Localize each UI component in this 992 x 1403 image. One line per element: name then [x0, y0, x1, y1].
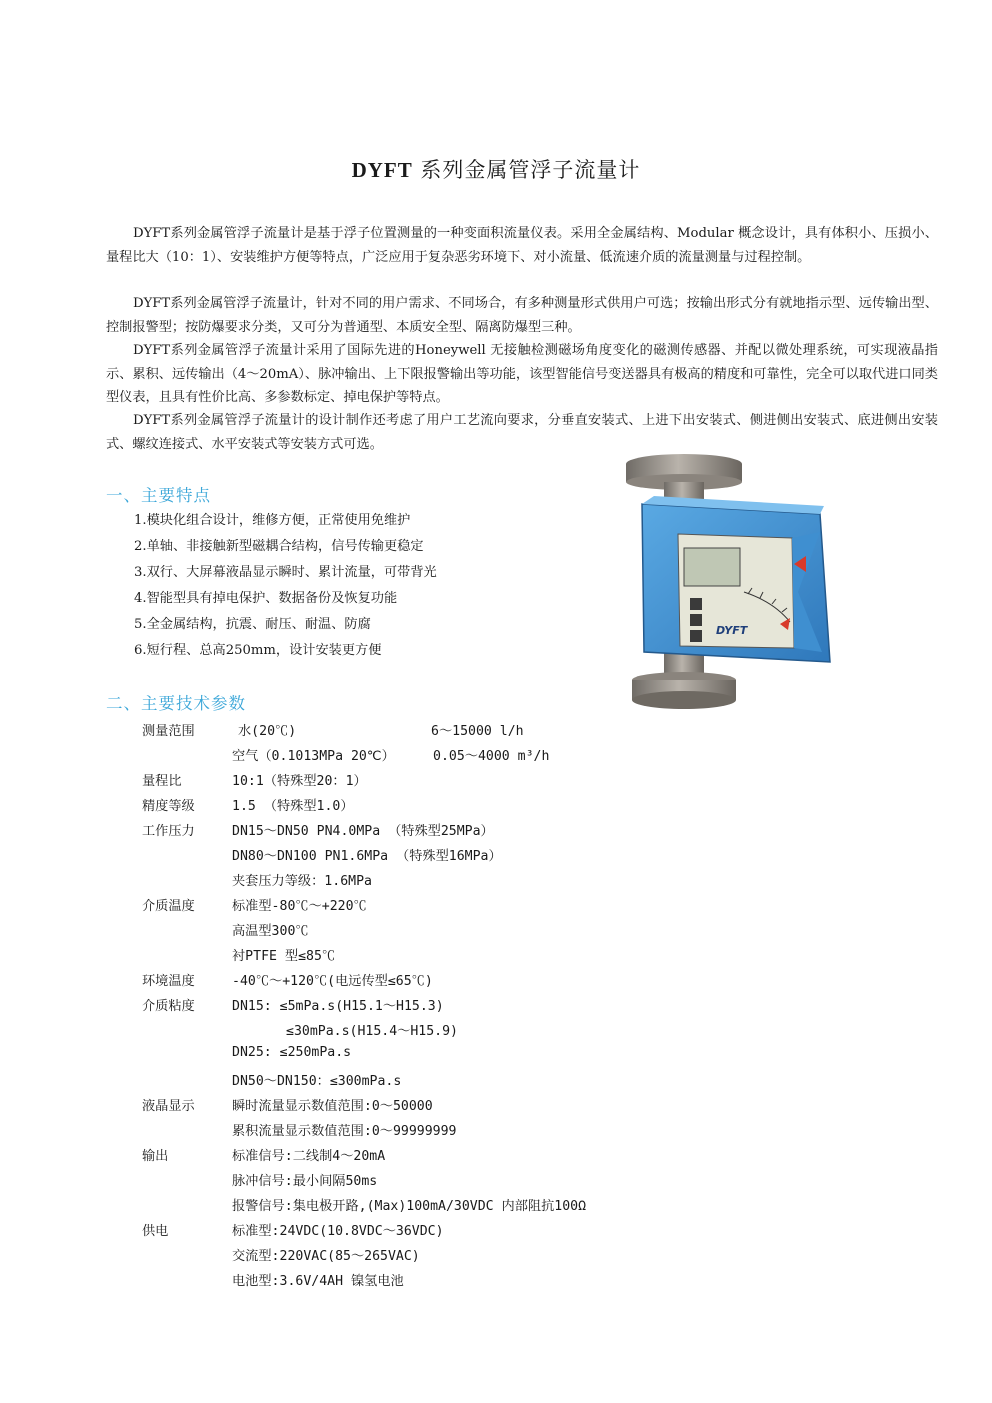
param-label-output: 输出 — [142, 1149, 169, 1164]
param-ratio: 10:1（特殊型20：1） — [232, 774, 367, 789]
section-params-title: 二、主要技术参数 — [106, 694, 246, 713]
param-env-temp: -40℃～+120℃(电远传型≤65℃) — [232, 974, 433, 989]
feature-item: 2.单轴、非接触新型磁耦合结构，信号传输更稳定 — [134, 539, 424, 554]
feature-item: 1.模块化组合设计，维修方便，正常使用免维护 — [134, 513, 411, 528]
param-label-pressure: 工作压力 — [142, 824, 195, 839]
param-viscosity-2: ≤30mPa.s(H15.4～H15.9) — [286, 1024, 458, 1039]
paragraph-intro: DYFT系列金属管浮子流量计是基于浮子位置测量的一种变面积流量仪表。采用全金属结构、Modular 概念设计，具有体积小、压损小、量程比大（10：1）、安装维护方便等特点，广泛应用于复杂恶劣环境下、对小流量、低流速介质的流量测量与过程控制。 — [106, 226, 938, 265]
param-pressure-3: 夹套压力等级：1.6MPa — [232, 874, 372, 889]
feature-item: 5.全金属结构，抗震、耐压、耐温、防腐 — [134, 617, 371, 632]
feature-item: 4.智能型具有掉电保护、数据备份及恢复功能 — [134, 591, 398, 606]
paragraph-install: DYFT系列金属管浮子流量计的设计制作还考虑了用户工艺流向要求，分垂直安装式、上进下出安装式、侧进侧出安装式、底进侧出安装式、螺纹连接式、水平安装式等安装方式可选。 — [106, 413, 938, 452]
section-features-title: 一、主要特点 — [106, 486, 211, 505]
title-prefix: DYFT — [351, 158, 413, 182]
title-rest: 系列金属管浮子流量计 — [420, 158, 641, 182]
param-power-2: 交流型:220VAC(85～265VAC) — [232, 1249, 420, 1264]
flowmeter-photo — [624, 452, 834, 717]
paragraph-sensor: DYFT系列金属管浮子流量计采用了国际先进的Honeywell 无接触检测磁场角度变化的磁测传感器、并配以微处理系统，可实现液晶指示、累积、远传输出（4～20mA）、脉冲输出、上下限报警输出等功能，该型智能信号变送器具有极高的精度和可靠性，完全可以取代进口同类型仪表，且具有性价比高、多参数标定、掉电保护等特点。 — [106, 343, 938, 405]
param-air: 空气（0.1013MPa 20℃） — [232, 749, 395, 764]
param-output-2: 脉冲信号:最小间隔50ms — [232, 1174, 378, 1189]
param-air-value: 0.05～4000 m³/h — [433, 749, 550, 764]
param-viscosity-3: DN25: ≤250mPa.s — [232, 1045, 352, 1060]
param-label-ratio: 量程比 — [142, 774, 182, 789]
paragraph-forms: DYFT系列金属管浮子流量计，针对不同的用户需求、不同场合，有多种测量形式供用户可选；按输出形式分有就地指示型、远传输出型、控制报警型；按防爆要求分类，又可分为普通型、本质安全型、隔离防爆型三种。 — [106, 296, 938, 335]
param-label-env-temp: 环境温度 — [142, 974, 195, 989]
param-label-range: 测量范围 — [142, 724, 195, 739]
param-label-medium-temp: 介质温度 — [142, 899, 195, 914]
param-viscosity-4: DN50～DN150：≤300mPa.s — [232, 1074, 402, 1089]
param-lcd-2: 累积流量显示数值范围:0～99999999 — [232, 1124, 457, 1139]
param-output-1: 标准信号:二线制4～20mA — [232, 1149, 386, 1164]
param-water: 水(20℃) — [238, 724, 297, 739]
param-lcd-1: 瞬时流量显示数值范围:0～50000 — [232, 1099, 433, 1114]
param-power-1: 标准型:24VDC(10.8VDC～36VDC) — [232, 1224, 444, 1239]
photo-brand-text: DYFT — [716, 624, 748, 637]
feature-item: 3.双行、大屏幕液晶显示瞬时、累计流量，可带背光 — [134, 565, 437, 580]
param-label-accuracy: 精度等级 — [142, 799, 195, 814]
param-power-3: 电池型:3.6V/4AH 镍氢电池 — [232, 1274, 404, 1289]
param-pressure-1: DN15～DN50 PN4.0MPa （特殊型25MPa） — [232, 824, 494, 839]
param-label-lcd: 液晶显示 — [142, 1099, 195, 1114]
param-medium-temp-2: 高温型300℃ — [232, 924, 309, 939]
param-pressure-2: DN80～DN100 PN1.6MPa （特殊型16MPa） — [232, 849, 502, 864]
page-title — [0, 154, 992, 184]
feature-item: 6.短行程、总高250mm，设计安装更方便 — [134, 643, 382, 658]
param-accuracy: 1.5 （特殊型1.0） — [232, 799, 354, 814]
param-label-power: 供电 — [142, 1224, 169, 1239]
param-medium-temp-3: 衬PTFE 型≤85℃ — [232, 949, 336, 964]
param-label-viscosity: 介质粘度 — [142, 999, 195, 1014]
param-medium-temp-1: 标准型-80℃～+220℃ — [232, 899, 367, 914]
param-water-value: 6～15000 l/h — [431, 724, 524, 739]
param-output-3: 报警信号:集电极开路,(Max)100mA/30VDC 内部阻抗100Ω — [232, 1199, 587, 1214]
param-viscosity-1: DN15: ≤5mPa.s(H15.1～H15.3) — [232, 999, 444, 1014]
